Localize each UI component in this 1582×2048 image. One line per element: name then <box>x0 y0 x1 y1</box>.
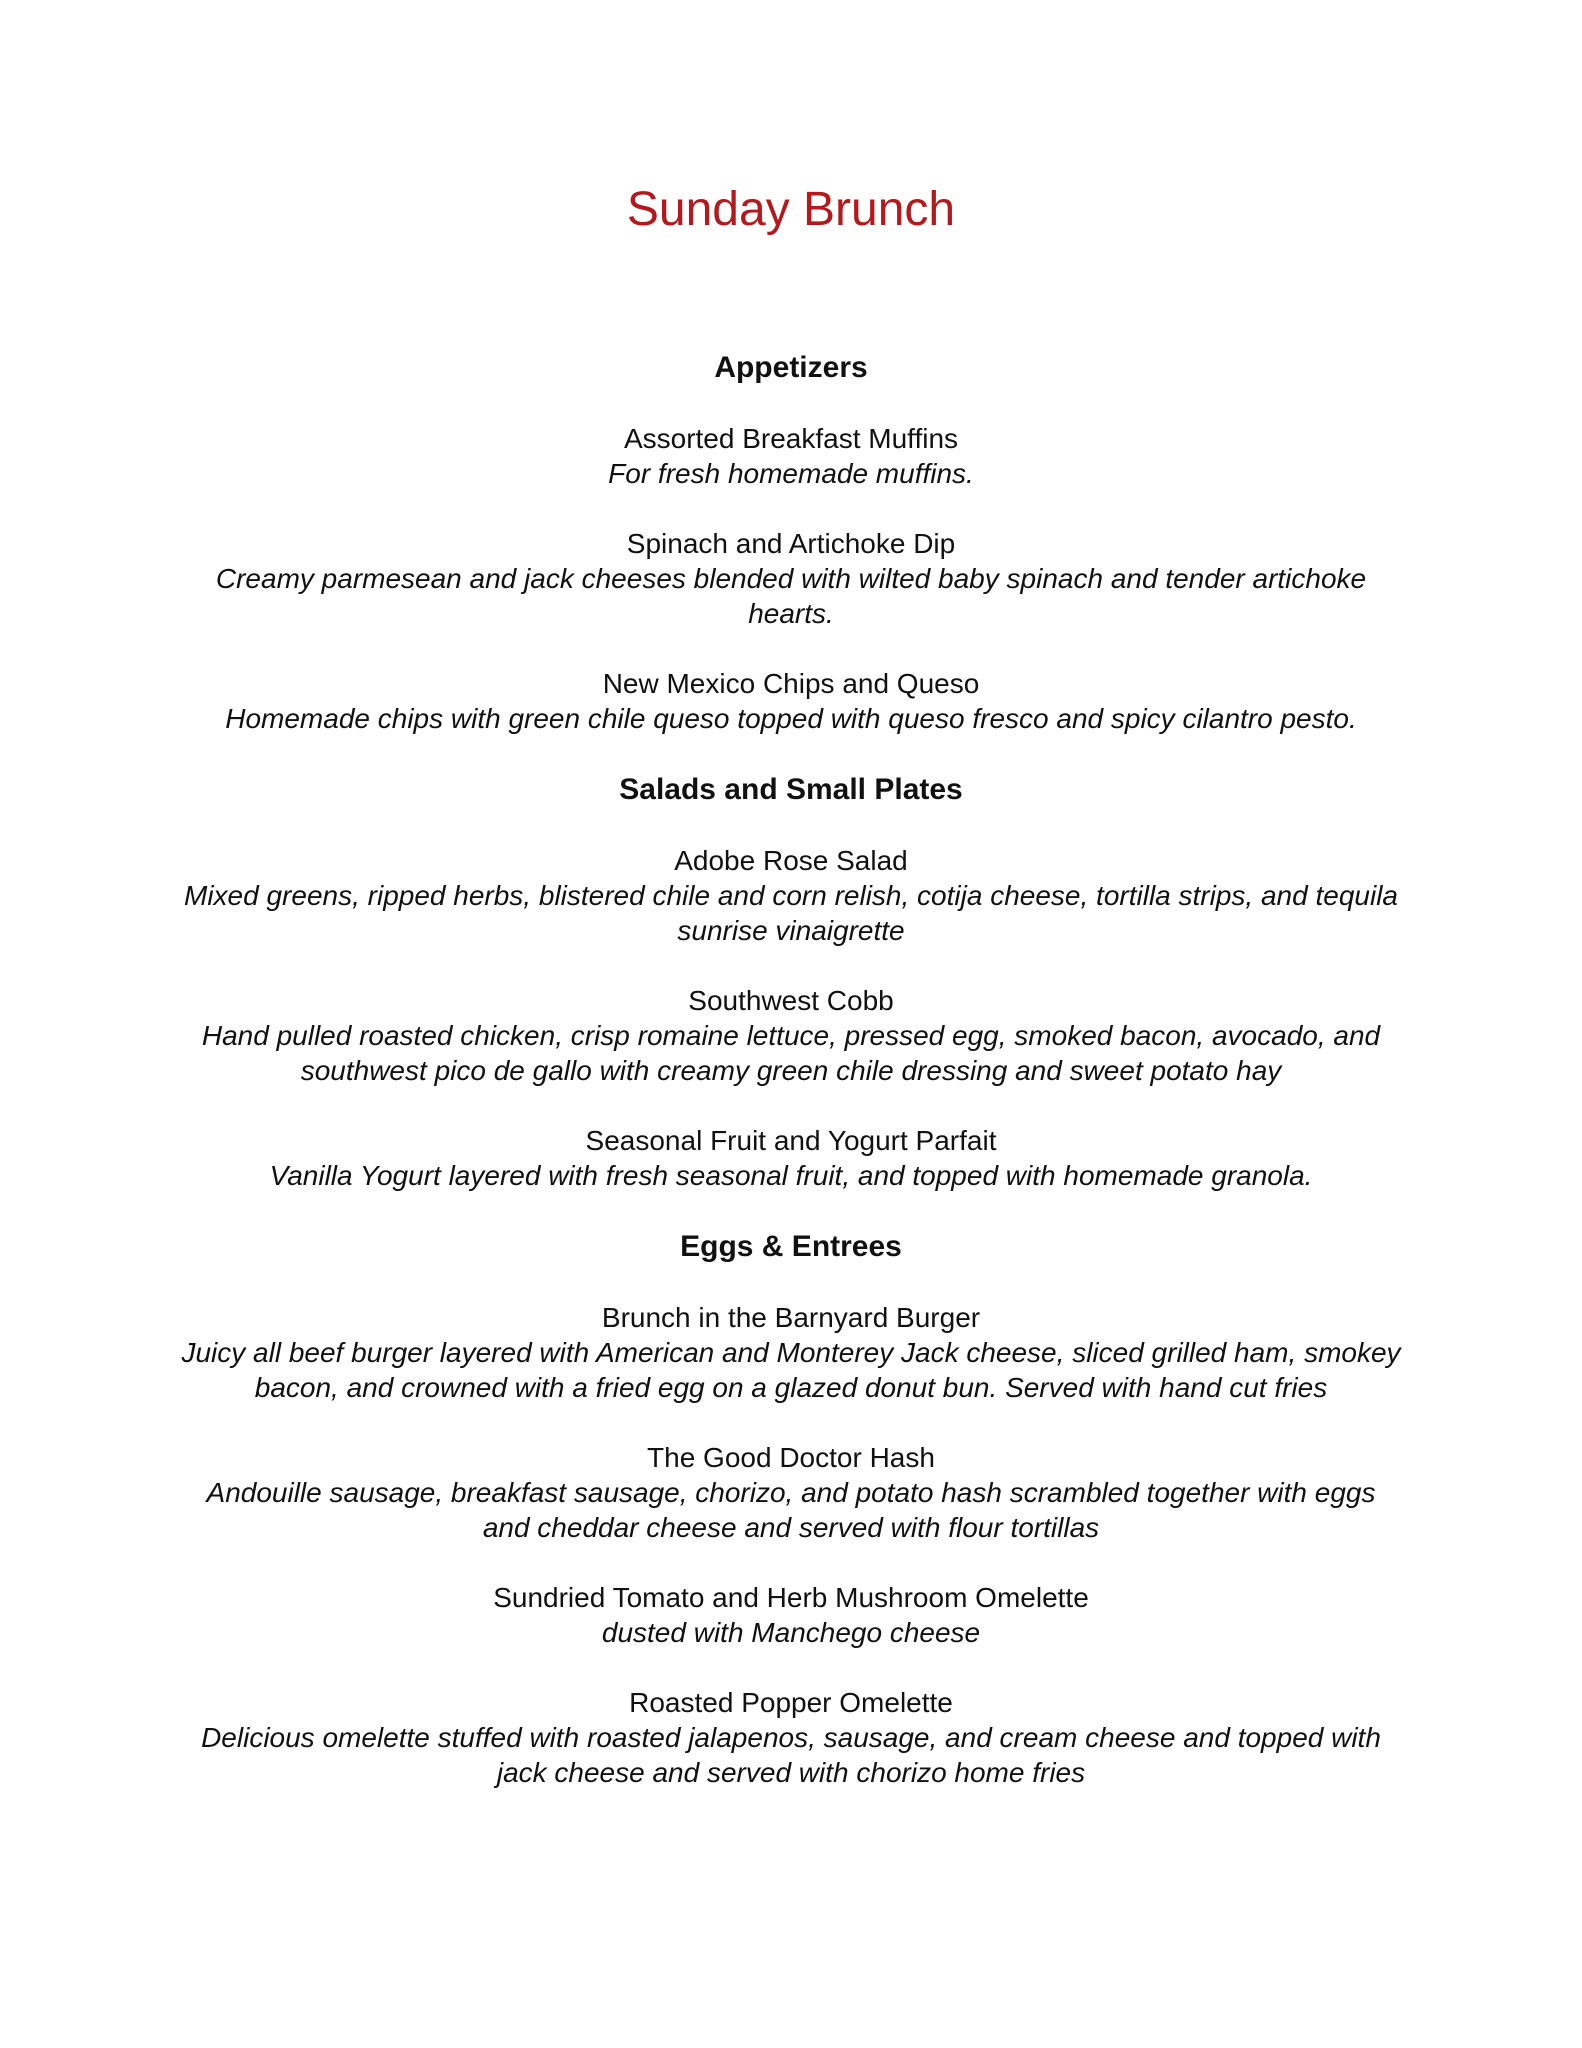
menu-item <box>180 843 1402 948</box>
item-name: New Mexico Chips and Queso <box>602 668 980 699</box>
menu-item <box>180 526 1402 631</box>
item-name: Brunch in the Barnyard Burger <box>601 1302 981 1333</box>
item-description: dusted with Manchego cheese <box>601 1617 981 1648</box>
item-name: Spinach and Artichoke Dip <box>626 528 956 559</box>
section-heading: Eggs & Entrees <box>680 1230 902 1263</box>
section-eggs-entrees <box>180 1229 1402 1790</box>
item-name: Seasonal Fruit and Yogurt Parfait <box>585 1125 997 1156</box>
menu-item <box>180 1580 1402 1650</box>
item-description: Juicy all beef burger layered with American and Monterey Jack cheese, sliced grilled ham, smokey bacon, and crowned with a fried egg on a glazed donut bun. Served with hand cut fries <box>181 1337 1401 1403</box>
item-description: For fresh homemade muffins. <box>608 458 974 489</box>
item-name: The Good Doctor Hash <box>647 1442 935 1473</box>
menu-title: Sunday Brunch <box>626 183 956 236</box>
item-description: Creamy parmesean and jack cheeses blended with wilted baby spinach and tender artichoke hearts. <box>215 563 1367 629</box>
item-description: Mixed greens, ripped herbs, blistered chile and corn relish, cotija cheese, tortilla strips, and tequila sunrise vinaigrette <box>184 880 1398 946</box>
item-description: Delicious omelette stuffed with roasted jalapenos, sausage, and cream cheese and topped with jack cheese and served with chorizo home fries <box>201 1722 1381 1788</box>
item-description: Vanilla Yogurt layered with fresh seasonal fruit, and topped with homemade granola. <box>269 1160 1313 1191</box>
item-description: Hand pulled roasted chicken, crisp romaine lettuce, pressed egg, smoked bacon, avocado, and southwest pico de gallo with creamy green chile dressing and sweet potato hay <box>201 1020 1381 1086</box>
section-heading: Salads and Small Plates <box>619 773 963 806</box>
menu-item <box>180 1685 1402 1790</box>
item-name: Assorted Breakfast Muffins <box>623 423 959 454</box>
item-name: Southwest Cobb <box>688 985 894 1016</box>
item-description: Homemade chips with green chile queso topped with queso fresco and spicy cilantro pesto. <box>225 703 1357 734</box>
menu-item <box>180 983 1402 1088</box>
menu-item <box>180 1440 1402 1545</box>
section-heading: Appetizers <box>714 351 868 384</box>
menu-item <box>180 1123 1402 1193</box>
menu-item <box>180 421 1402 491</box>
item-description: Andouille sausage, breakfast sausage, chorizo, and potato hash scrambled together with eggs and cheddar cheese and served with flour tortillas <box>206 1477 1376 1543</box>
section-salads-small-plates <box>180 772 1402 1193</box>
section-appetizers <box>180 350 1402 736</box>
item-name: Sundried Tomato and Herb Mushroom Omelette <box>493 1582 1089 1613</box>
menu-body <box>180 350 1402 1826</box>
menu-item <box>180 666 1402 736</box>
menu-item <box>180 1300 1402 1405</box>
item-name: Adobe Rose Salad <box>674 845 908 876</box>
item-name: Roasted Popper Omelette <box>629 1687 953 1718</box>
